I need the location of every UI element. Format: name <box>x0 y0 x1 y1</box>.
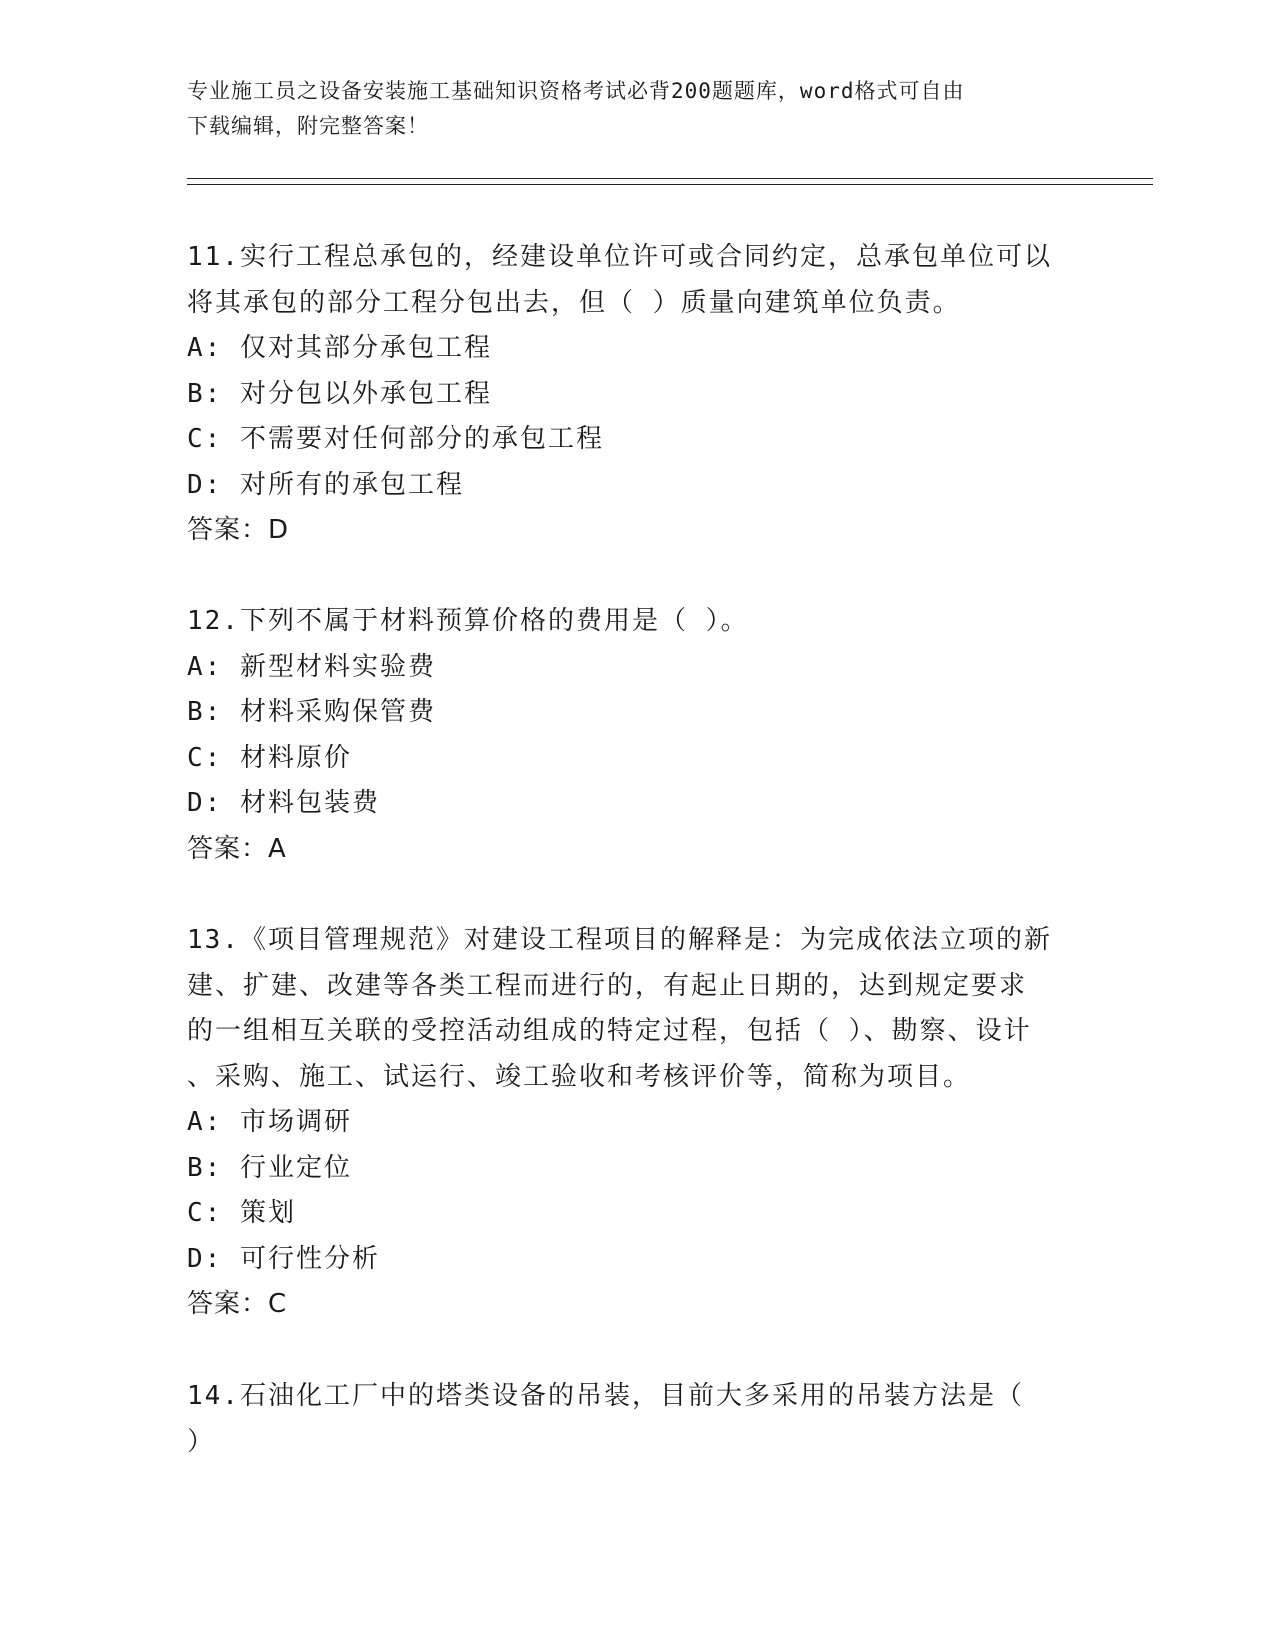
option-a: A: 仅对其部分承包工程 <box>187 333 492 363</box>
option-c: C: 策划 <box>187 1198 296 1228</box>
question-stem-line: 13.《项目管理规范》对建设工程项目的解释是：为完成依法立项的新 <box>187 925 1052 955</box>
header-divider-bottom <box>187 184 1153 185</box>
question-stem-line: 建、扩建、改建等各类工程而进行的，有起止日期的，达到规定要求 <box>187 970 1028 1001</box>
question-13 <box>187 918 1087 1328</box>
question-12 <box>187 599 1087 872</box>
question-stem-line: 12.下列不属于材料预算价格的费用是（ ）。 <box>187 606 749 636</box>
document-header <box>187 74 1087 144</box>
question-stem-line: ） <box>187 1426 216 1457</box>
option-b: B: 对分包以外承包工程 <box>187 378 492 409</box>
option-d: D: 对所有的承包工程 <box>187 469 464 500</box>
answer: 答案：C <box>187 1289 288 1319</box>
header-divider-top <box>187 178 1153 179</box>
question-stem-line: 11.实行工程总承包的，经建设单位许可或合同约定，总承包单位可以 <box>187 242 1052 272</box>
option-c: C: 材料原价 <box>187 742 352 773</box>
question-stem-line: 的一组相互关联的受控活动组成的特定过程，包括（ ）、勘察、设计 <box>187 1016 1032 1046</box>
question-stem-line: 将其承包的部分工程分包出去，但（ ）质量向建筑单位负责。 <box>187 287 961 318</box>
option-d: D: 可行性分析 <box>187 1243 380 1274</box>
option-a: A: 新型材料实验费 <box>187 651 436 682</box>
question-11 <box>187 235 1087 554</box>
option-b: B: 行业定位 <box>187 1152 352 1183</box>
option-b: B: 材料采购保管费 <box>187 697 436 727</box>
option-a: A: 市场调研 <box>187 1107 352 1137</box>
question-14 <box>187 1374 1087 1465</box>
answer: 答案：D <box>187 515 290 545</box>
header-line-1: 专业施工员之设备安装施工基础知识资格考试必背200题题库，word格式可自由 <box>187 79 965 103</box>
option-d: D: 材料包装费 <box>187 788 380 818</box>
question-stem-line: 14.石油化工厂中的塔类设备的吊装，目前大多采用的吊装方法是（ <box>187 1381 1024 1411</box>
answer: 答案：A <box>187 833 287 864</box>
header-line-2: 下载编辑，附完整答案！ <box>187 114 429 138</box>
question-stem-line: 、采购、施工、试运行、竣工验收和考核评价等，简称为项目。 <box>187 1061 972 1092</box>
option-c: C: 不需要对任何部分的承包工程 <box>187 424 604 454</box>
